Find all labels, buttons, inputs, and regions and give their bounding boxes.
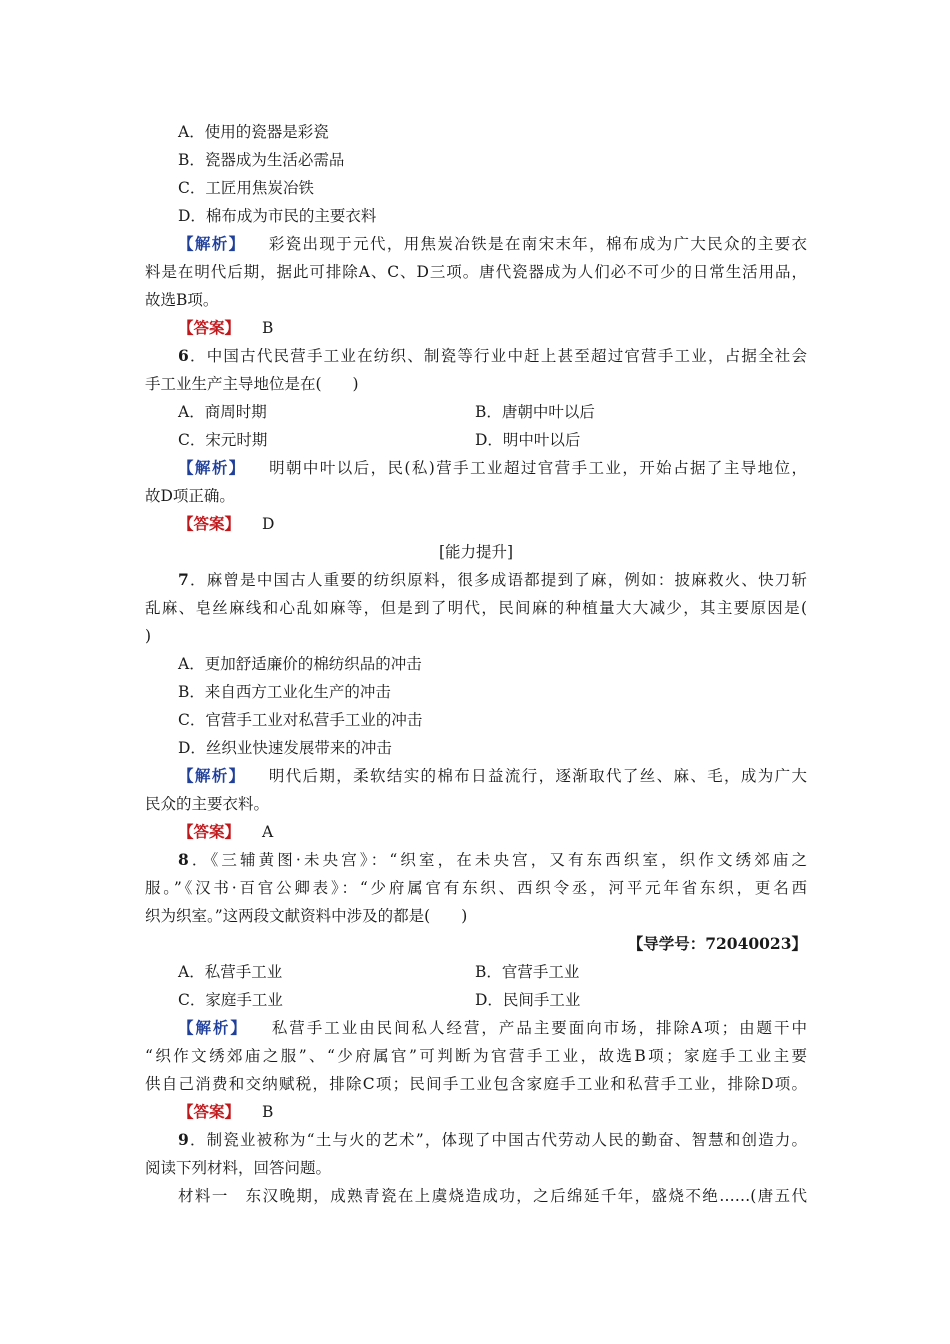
question-number: 8 bbox=[178, 850, 189, 869]
q5-option-d: D．棉布成为市民的主要衣料 bbox=[178, 207, 377, 225]
q7-stem-line-1 bbox=[178, 566, 807, 594]
question-number: 9 bbox=[178, 1130, 189, 1149]
q8-answer bbox=[178, 1098, 273, 1126]
q8-stem-line-2: 服。”《汉书·百官公卿表》：“少府属官有东织、西织令丞，河平元年省东织，更名西 bbox=[145, 879, 807, 897]
q7-answer bbox=[178, 818, 273, 846]
q5-analysis-line-1 bbox=[178, 230, 807, 258]
q8-guide-number: 【导学号：72040023】 bbox=[627, 934, 807, 953]
q6-analysis-line-1 bbox=[178, 454, 807, 482]
q7-stem-line-2: 乱麻、皂丝麻线和心乱如麻等，但是到了明代，民间麻的种植量大大减少，其主要原因是( bbox=[145, 599, 807, 617]
answer-label: 【答案】 bbox=[178, 1102, 241, 1121]
stem-text: ．《三辅黄图·未央宫》：“织室，在未央宫，又有东西织室，织作文绣郊庙之 bbox=[188, 851, 807, 869]
analysis-label: 【解析】 bbox=[178, 766, 246, 785]
q7-analysis-line-1 bbox=[178, 762, 807, 790]
q9-stem-line-2: 阅读下列材料，回答问题。 bbox=[145, 1159, 332, 1177]
q7-stem-line-3: ) bbox=[145, 627, 152, 645]
q8-option-b: B．官营手工业 bbox=[475, 963, 580, 981]
question-number: 6 bbox=[178, 346, 189, 365]
q6-analysis-line-2: 故D项正确。 bbox=[145, 487, 235, 505]
answer-value: B bbox=[262, 319, 274, 337]
section-title: [能力提升] bbox=[438, 543, 514, 561]
q9-stem-line-1 bbox=[178, 1126, 807, 1154]
analysis-text: 明朝中叶以后，民(私)营手工业超过官营手工业，开始占据了主导地位， bbox=[267, 459, 807, 477]
q5-analysis-line-2: 料是在明代后期，据此可排除A、C、D三项。唐代瓷器成为人们必不可少的日常生活用品， bbox=[145, 263, 807, 281]
q7-option-c: C．官营手工业对私营手工业的冲击 bbox=[178, 711, 423, 729]
answer-value: D bbox=[262, 515, 275, 533]
analysis-text: 彩瓷出现于元代，用焦炭冶铁是在南宋末年，棉布成为广大民众的主要衣 bbox=[267, 235, 807, 253]
q6-answer bbox=[178, 510, 274, 538]
q5-option-b: B．瓷器成为生活必需品 bbox=[178, 151, 345, 169]
q8-option-a: A．私营手工业 bbox=[178, 963, 283, 981]
q8-analysis-line-1 bbox=[178, 1014, 807, 1042]
q6-stem-line-2: 手工业生产主导地位是在( ) bbox=[145, 375, 359, 393]
q7-analysis-line-2: 民众的主要衣料。 bbox=[145, 795, 270, 813]
analysis-label: 【解析】 bbox=[178, 234, 246, 253]
q5-option-a: A．使用的瓷器是彩瓷 bbox=[178, 123, 329, 141]
question-number: 7 bbox=[178, 570, 189, 589]
q5-analysis-line-3: 故选B项。 bbox=[145, 291, 219, 309]
q9-material-1: 材料一 东汉晚期，成熟青瓷在上虞烧造成功，之后绵延千年，盛烧不绝……(唐五代 bbox=[178, 1187, 807, 1205]
q6-option-a: A．商周时期 bbox=[178, 403, 267, 421]
q7-option-a: A．更加舒适廉价的棉纺织品的冲击 bbox=[178, 655, 422, 673]
q8-option-c: C．家庭手工业 bbox=[178, 991, 283, 1009]
stem-text: ．麻曾是中国古人重要的纺织原料，很多成语都提到了麻，例如：披麻救火、快刀斩 bbox=[188, 571, 807, 589]
answer-label: 【答案】 bbox=[178, 318, 241, 337]
analysis-text: 明代后期，柔软结实的棉布日益流行，逐渐取代了丝、麻、毛，成为广大 bbox=[267, 767, 807, 785]
q5-answer bbox=[178, 314, 273, 342]
stem-text: ．中国古代民营手工业在纺织、制瓷等行业中赶上甚至超过官营手工业，占据全社会 bbox=[188, 347, 807, 365]
answer-label: 【答案】 bbox=[178, 514, 241, 533]
answer-label: 【答案】 bbox=[178, 822, 241, 841]
analysis-label: 【解析】 bbox=[178, 1018, 248, 1037]
q8-option-d: D．民间手工业 bbox=[475, 991, 581, 1009]
q6-option-c: C．宋元时期 bbox=[178, 431, 268, 449]
answer-value: A bbox=[262, 823, 274, 841]
q6-stem-line-1 bbox=[178, 342, 807, 370]
analysis-label: 【解析】 bbox=[178, 458, 246, 477]
q8-analysis-line-3: 供自己消费和交纳赋税，排除C项；民间手工业包含家庭手工业和私营手工业，排除D项。 bbox=[145, 1075, 807, 1093]
answer-value: B bbox=[262, 1103, 274, 1121]
q8-stem-line-3: 织为织室。”这两段文献资料中涉及的都是( ) bbox=[145, 907, 468, 925]
q6-option-d: D．明中叶以后 bbox=[475, 431, 581, 449]
analysis-text: 私营手工业由民间私人经营，产品主要面向市场，排除A项；由题干中 bbox=[269, 1019, 807, 1037]
q8-analysis-line-2: “织作文绣郊庙之服”、“少府属官”可判断为官营手工业，故选B项；家庭手工业主要 bbox=[145, 1047, 807, 1065]
q5-option-c: C．工匠用焦炭冶铁 bbox=[178, 179, 314, 197]
stem-text: ．制瓷业被称为“土与火的艺术”，体现了中国古代劳动人民的勤奋、智慧和创造力。 bbox=[188, 1131, 807, 1149]
q7-option-b: B．来自西方工业化生产的冲击 bbox=[178, 683, 391, 701]
q8-stem-line-1 bbox=[178, 846, 807, 874]
q7-option-d: D．丝织业快速发展带来的冲击 bbox=[178, 739, 392, 757]
q6-option-b: B．唐朝中叶以后 bbox=[475, 403, 595, 421]
